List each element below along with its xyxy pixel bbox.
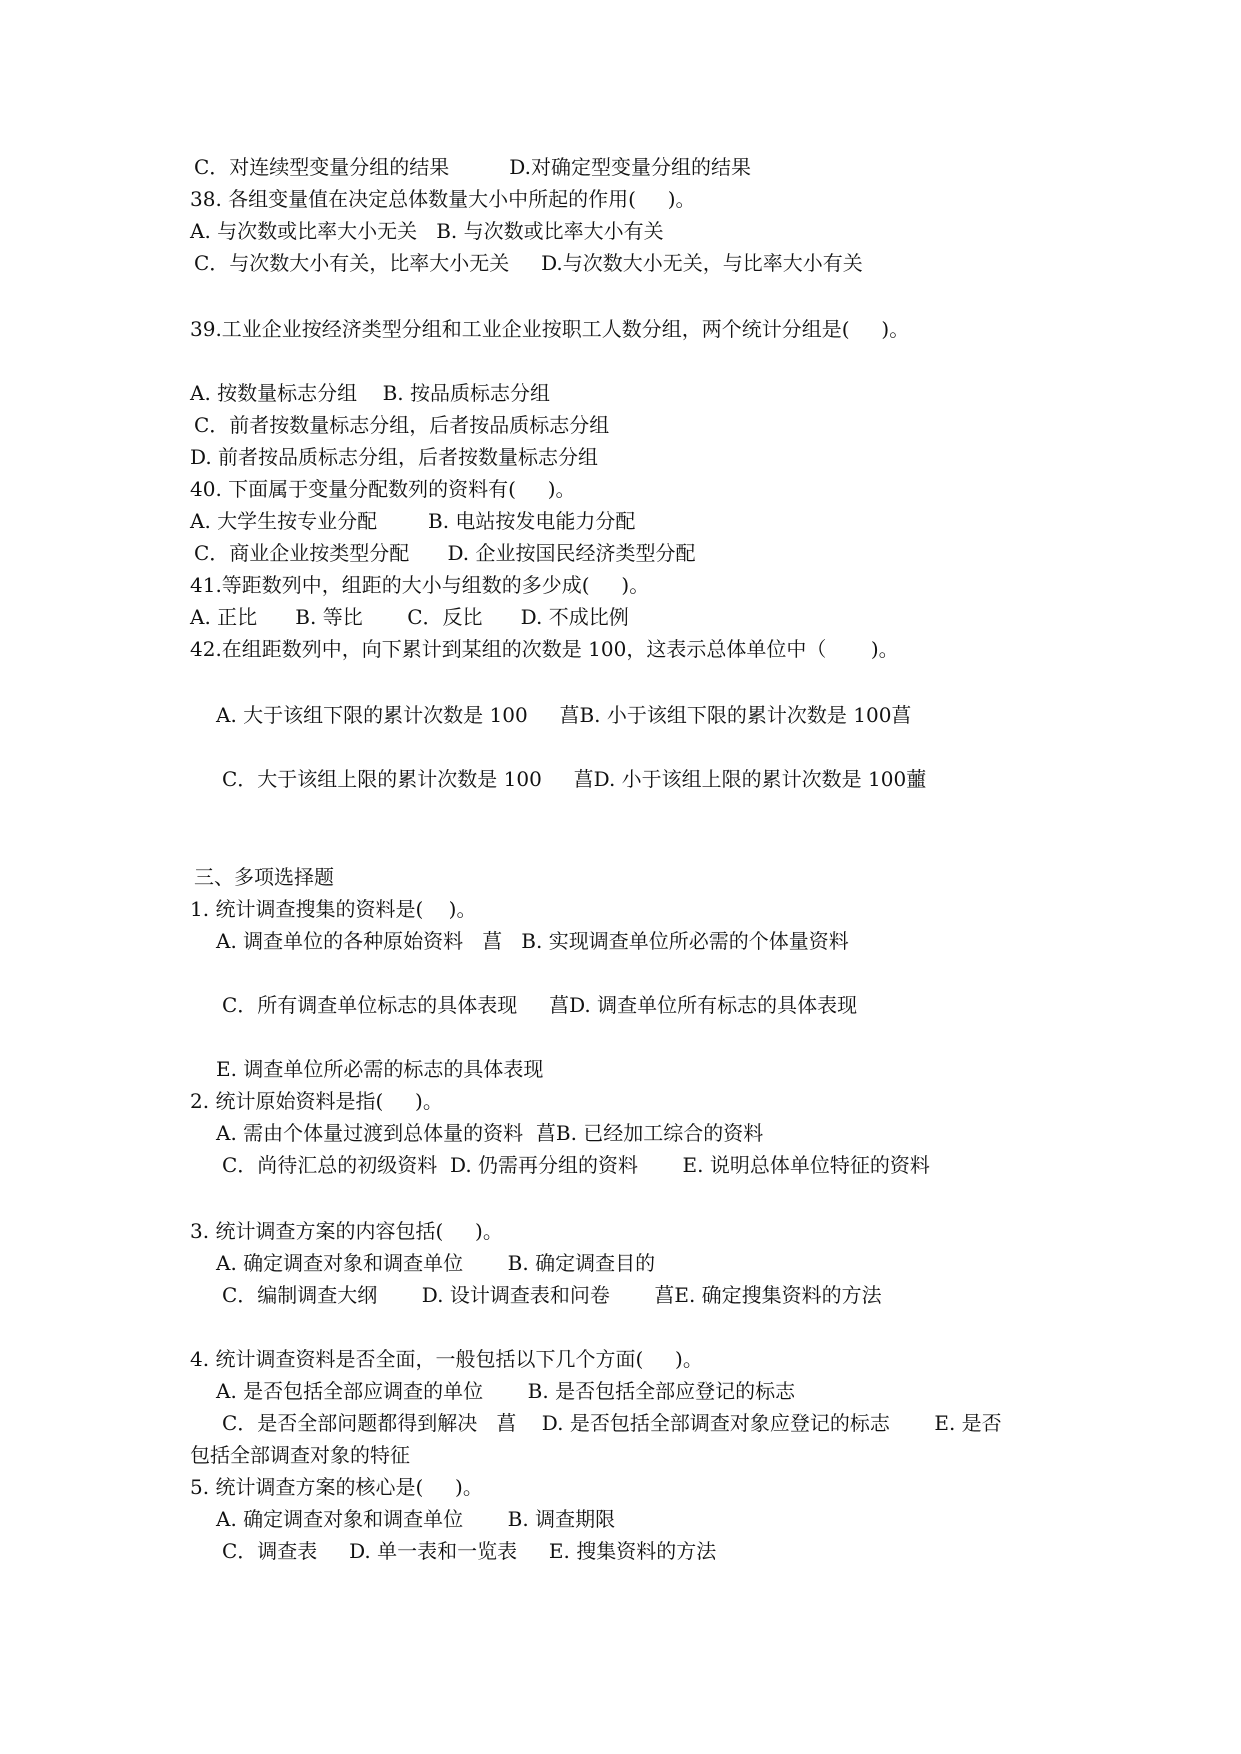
text-line: C．对连续型变量分组的结果 D.对确定型变量分组的结果 xyxy=(194,155,751,179)
text-line: A. 需由个体量过渡到总体量的资料 菖B. 已经加工综合的资料 xyxy=(216,1121,764,1145)
question-38: 38. 各组变量值在决定总体数量大小中所起的作用( )。 xyxy=(190,187,696,211)
text-line: C．所有调查单位标志的具体表现 菖D. 调查单位所有标志的具体表现 xyxy=(222,993,858,1017)
text-line: C．商业企业按类型分配 D. 企业按国民经济类型分配 xyxy=(194,541,696,565)
question-42: 42.在组距数列中，向下累计到某组的次数是 100，这表示总体单位中（ )。 xyxy=(190,637,899,661)
text-line: 包括全部调查对象的特征 xyxy=(190,1443,410,1467)
text-line: C．与次数大小有关，比率大小无关 D.与次数大小无关，与比率大小有关 xyxy=(194,251,863,275)
text-line: A. 按数量标志分组 B. 按品质标志分组 xyxy=(190,381,550,405)
text-line: C．编制调查大纲 D. 设计调查表和问卷 菖E. 确定搜集资料的方法 xyxy=(222,1283,882,1307)
text-line: C．尚待汇总的初级资料 D. 仍需再分组的资料 E. 说明总体单位特征的资料 xyxy=(222,1153,930,1177)
text-line: A. 确定调查对象和调查单位 B. 调查期限 xyxy=(216,1507,616,1531)
text-line: E. 调查单位所必需的标志的具体表现 xyxy=(216,1057,544,1081)
text-line: A. 大于该组下限的累计次数是 100 菖B. 小于该组下限的累计次数是 100菖 xyxy=(216,703,912,727)
text-line: A. 正比 B. 等比 C．反比 D. 不成比例 xyxy=(190,605,629,629)
text-line: D. 前者按品质标志分组，后者按数量标志分组 xyxy=(190,445,599,469)
text-line: C．是否全部问题都得到解决 菖 D. 是否包括全部调查对象应登记的标志 E. 是否 xyxy=(222,1411,1002,1435)
section-heading: 三、多项选择题 xyxy=(194,865,334,889)
question-40: 40. 下面属于变量分配数列的资料有( )。 xyxy=(190,477,576,501)
text-line: A. 调查单位的各种原始资料 菖 B. 实现调查单位所必需的个体量资料 xyxy=(216,929,849,953)
mc-question-4: 4. 统计调查资料是否全面，一般包括以下几个方面( )。 xyxy=(190,1347,703,1371)
text-line: A. 是否包括全部应调查的单位 B. 是否包括全部应登记的标志 xyxy=(216,1379,796,1403)
text-line: C．调查表 D. 单一表和一览表 E. 搜集资料的方法 xyxy=(222,1539,717,1563)
question-39: 39.工业企业按经济类型分组和工业企业按职工人数分组，两个统计分组是( )。 xyxy=(190,317,910,341)
text-line: A. 确定调查对象和调查单位 B. 确定调查目的 xyxy=(216,1251,656,1275)
text-line: A. 与次数或比率大小无关 B. 与次数或比率大小有关 xyxy=(190,219,664,243)
mc-question-2: 2. 统计原始资料是指( )。 xyxy=(190,1089,443,1113)
mc-question-3: 3. 统计调查方案的内容包括( )。 xyxy=(190,1219,503,1243)
text-line: A. 大学生按专业分配 B. 电站按发电能力分配 xyxy=(190,509,636,533)
text-line: C．前者按数量标志分组，后者按品质标志分组 xyxy=(194,413,610,437)
mc-question-5: 5. 统计调查方案的核心是( )。 xyxy=(190,1475,483,1499)
mc-question-1: 1. 统计调查搜集的资料是( )。 xyxy=(190,897,477,921)
text-line: C．大于该组上限的累计次数是 100 菖D. 小于该组上限的累计次数是 100蘁 xyxy=(222,767,927,791)
question-41: 41.等距数列中，组距的大小与组数的多少成( )。 xyxy=(190,573,650,597)
